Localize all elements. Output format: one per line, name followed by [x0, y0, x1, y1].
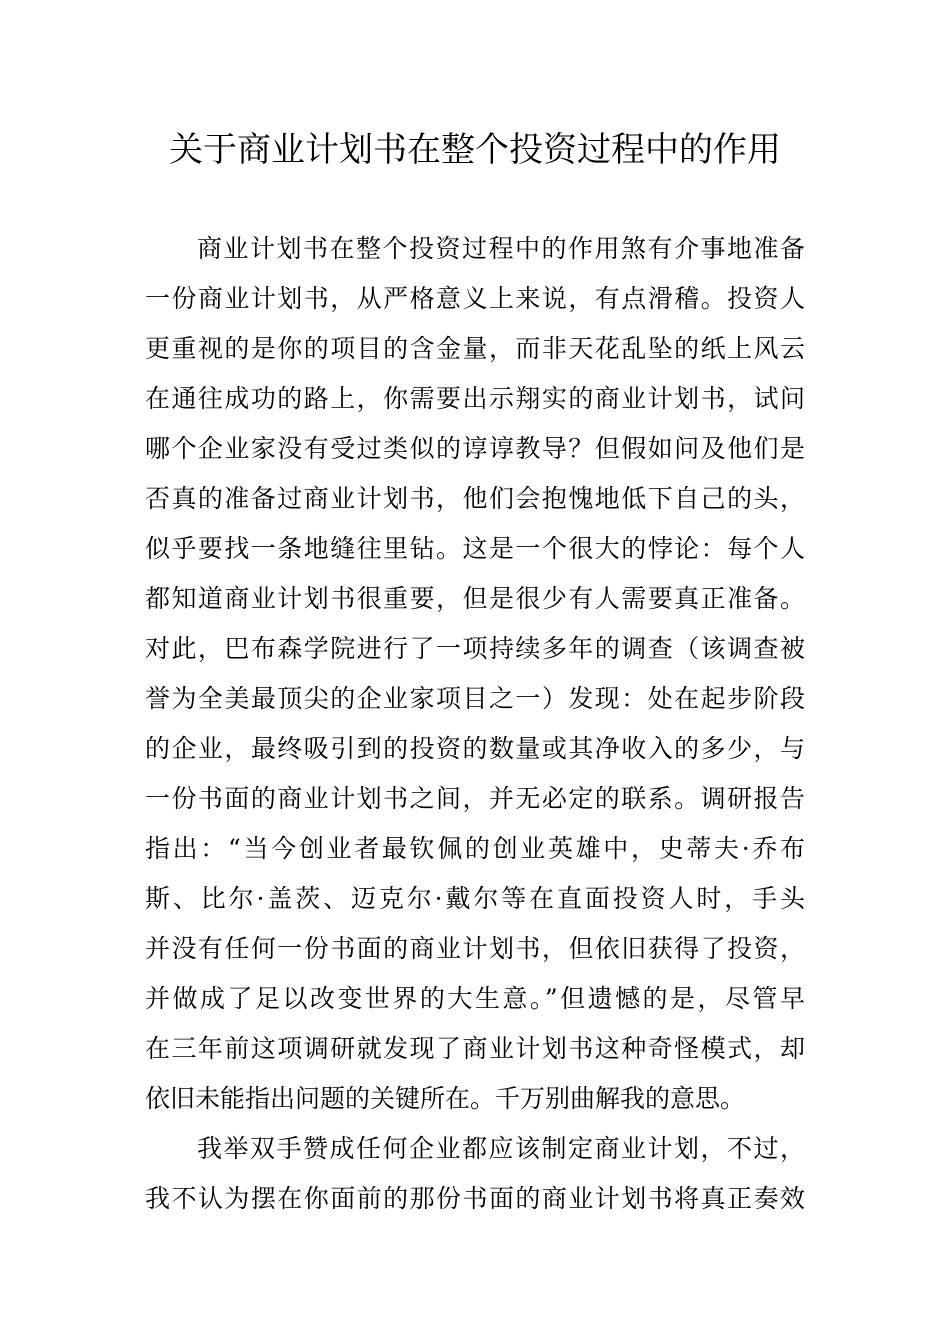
paragraph-1-line-11: 的企业，最终吸引到的投资的数量或其净收入的多少，与: [145, 734, 805, 763]
paragraph-1-line-1: 商业计划书在整个投资过程中的作用煞有介事地准备: [197, 234, 805, 263]
paragraph-1-line-4: 在通往成功的路上，你需要出示翔实的商业计划书，试问: [145, 384, 805, 413]
document-title: 关于商业计划书在整个投资过程中的作用: [169, 130, 781, 170]
paragraph-1-line-6: 否真的准备过商业计划书，他们会抱愧地低下自己的头，: [145, 484, 805, 513]
paragraph-1-line-9: 对此，巴布森学院进行了一项持续多年的调查（该调查被: [145, 634, 805, 663]
paragraph-2-line-2: 我不认为摆在你面前的那份书面的商业计划书将真正奏效: [145, 1184, 805, 1213]
document-body: [145, 224, 805, 1224]
paragraph-1-line-12: 一份书面的商业计划书之间，并无必定的联系。调研报告: [145, 784, 805, 813]
paragraph-1-line-10: 誉为全美最顶尖的企业家项目之一）发现：处在起步阶段: [145, 684, 805, 713]
paragraph-1-line-15: 并没有任何一份书面的商业计划书，但依旧获得了投资，: [145, 934, 805, 963]
paragraph-1-line-18: 依旧未能指出问题的关键所在。千万别曲解我的意思。: [145, 1084, 746, 1113]
paragraph-2-line-1: 我举双手赞成任何企业都应该制定商业计划，不过，: [197, 1134, 805, 1163]
paragraph-1-line-17: 在三年前这项调研就发现了商业计划书这种奇怪模式，却: [145, 1034, 805, 1063]
paragraph-1-line-7: 似乎要找一条地缝往里钻。这是一个很大的悖论：每个人: [145, 534, 805, 563]
paragraph-1-line-13: 指出：“当今创业者最钦佩的创业英雄中，史蒂夫·乔布: [145, 834, 805, 863]
paragraph-1-line-14: 斯、比尔·盖茨、迈克尔·戴尔等在直面投资人时，手头: [145, 884, 805, 913]
paragraph-1-line-5: 哪个企业家没有受过类似的谆谆教导？但假如问及他们是: [145, 434, 805, 463]
paragraph-1-line-3: 更重视的是你的项目的含金量，而非天花乱坠的纸上风云: [145, 334, 805, 363]
paragraph-1-line-8: 都知道商业计划书很重要，但是很少有人需要真正准备。: [145, 584, 805, 613]
paragraph-1-line-16: 并做成了足以改变世界的大生意。”但遗憾的是，尽管早: [145, 984, 805, 1013]
paragraph-1-line-2: 一份商业计划书，从严格意义上来说，有点滑稽。投资人: [145, 284, 805, 313]
